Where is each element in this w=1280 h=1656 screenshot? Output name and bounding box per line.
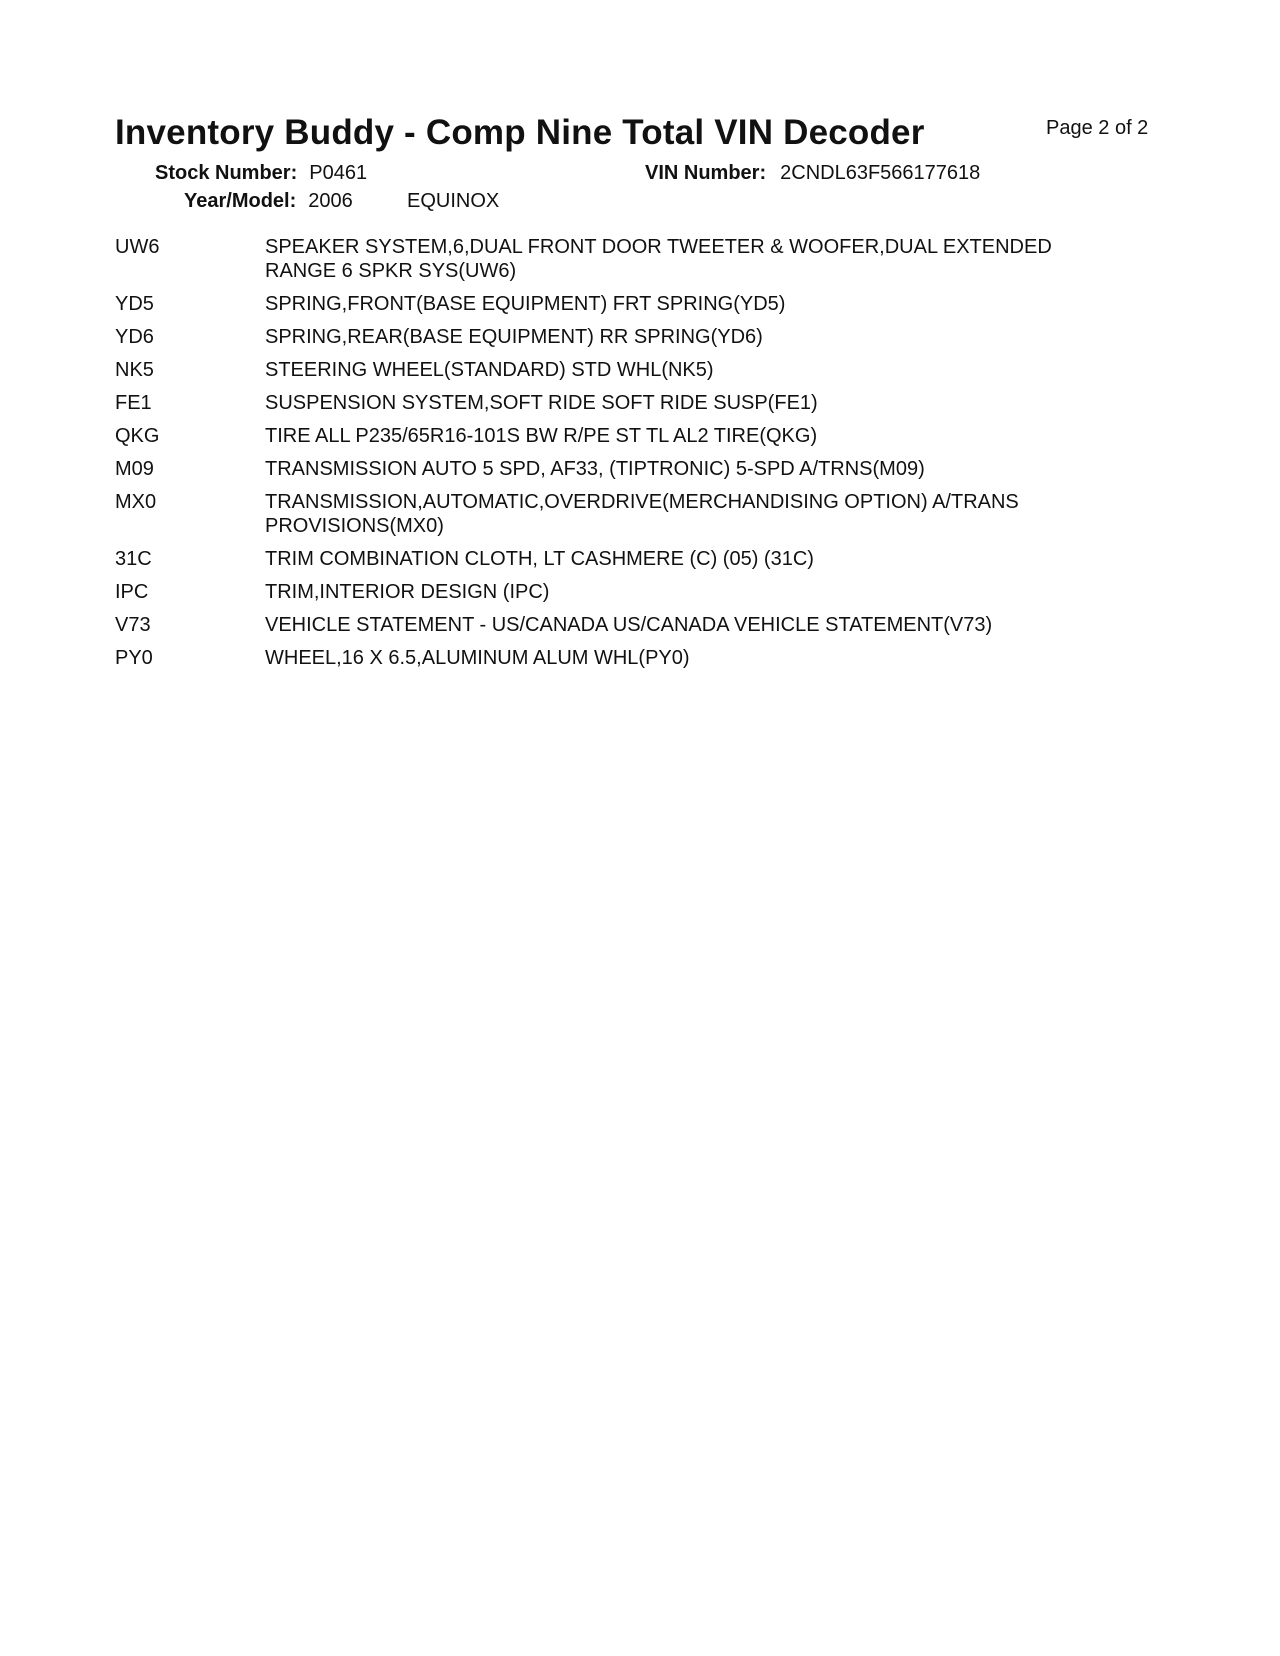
option-description: SUSPENSION SYSTEM,SOFT RIDE SOFT RIDE SUSP(FE1) <box>265 392 818 414</box>
option-code: IPC <box>115 581 149 603</box>
option-row <box>115 235 1165 283</box>
option-row <box>115 424 1165 448</box>
option-description: TRANSMISSION AUTO 5 SPD, AF33, (TIPTRONIC) 5-SPD A/TRNS(M09) <box>265 458 925 480</box>
option-code: PY0 <box>115 647 153 669</box>
stock-number-label: Stock Number: <box>155 162 298 184</box>
option-row <box>115 613 1165 637</box>
option-row <box>115 292 1165 316</box>
option-description: SPEAKER SYSTEM,6,DUAL FRONT DOOR TWEETER & WOOFER,DUAL EXTENDED RANGE 6 SPKR SYS(UW6) <box>265 236 1052 282</box>
option-row <box>115 547 1165 571</box>
option-description: TRIM,INTERIOR DESIGN (IPC) <box>265 581 550 603</box>
option-code: V73 <box>115 614 151 636</box>
option-row <box>115 325 1165 349</box>
option-description: VEHICLE STATEMENT - US/CANADA US/CANADA VEHICLE STATEMENT(V73) <box>265 614 993 636</box>
option-description: STEERING WHEEL(STANDARD) STD WHL(NK5) <box>265 359 714 381</box>
option-row <box>115 391 1165 415</box>
option-code: MX0 <box>115 491 157 513</box>
vin-number-label: VIN Number: <box>645 162 767 184</box>
option-row <box>115 457 1165 481</box>
option-code: 31C <box>115 548 152 570</box>
page-indicator: Page 2 of 2 <box>1046 117 1149 139</box>
option-description: SPRING,FRONT(BASE EQUIPMENT) FRT SPRING(YD5) <box>265 293 786 315</box>
option-row <box>115 490 1165 538</box>
model-value: EQUINOX <box>407 190 500 212</box>
option-row <box>115 646 1165 670</box>
option-description: WHEEL,16 X 6.5,ALUMINUM ALUM WHL(PY0) <box>265 647 690 669</box>
option-row <box>115 580 1165 604</box>
option-code: UW6 <box>115 236 160 258</box>
year-value: 2006 <box>308 190 353 212</box>
stock-number-value: P0461 <box>309 162 368 184</box>
year-model <box>184 190 353 213</box>
option-description: SPRING,REAR(BASE EQUIPMENT) RR SPRING(YD6) <box>265 326 763 348</box>
option-code: FE1 <box>115 392 152 414</box>
year-model-label: Year/Model: <box>184 190 297 212</box>
option-code: QKG <box>115 425 160 447</box>
document-title: Inventory Buddy - Comp Nine Total VIN Decoder <box>115 113 925 152</box>
option-description: TRIM COMBINATION CLOTH, LT CASHMERE (C) (05) (31C) <box>265 548 814 570</box>
option-description: TIRE ALL P235/65R16-101S BW R/PE ST TL AL2 TIRE(QKG) <box>265 425 818 447</box>
vin-number <box>645 162 980 185</box>
option-description: TRANSMISSION,AUTOMATIC,OVERDRIVE(MERCHANDISING OPTION) A/TRANS PROVISIONS(MX0) <box>265 491 1019 537</box>
option-row <box>115 358 1165 382</box>
stock-number <box>155 162 367 185</box>
option-code: NK5 <box>115 359 154 381</box>
option-code: YD5 <box>115 293 154 315</box>
vin-number-value: 2CNDL63F566177618 <box>780 162 981 184</box>
option-list <box>115 235 1165 679</box>
option-code: M09 <box>115 458 154 480</box>
option-code: YD6 <box>115 326 154 348</box>
